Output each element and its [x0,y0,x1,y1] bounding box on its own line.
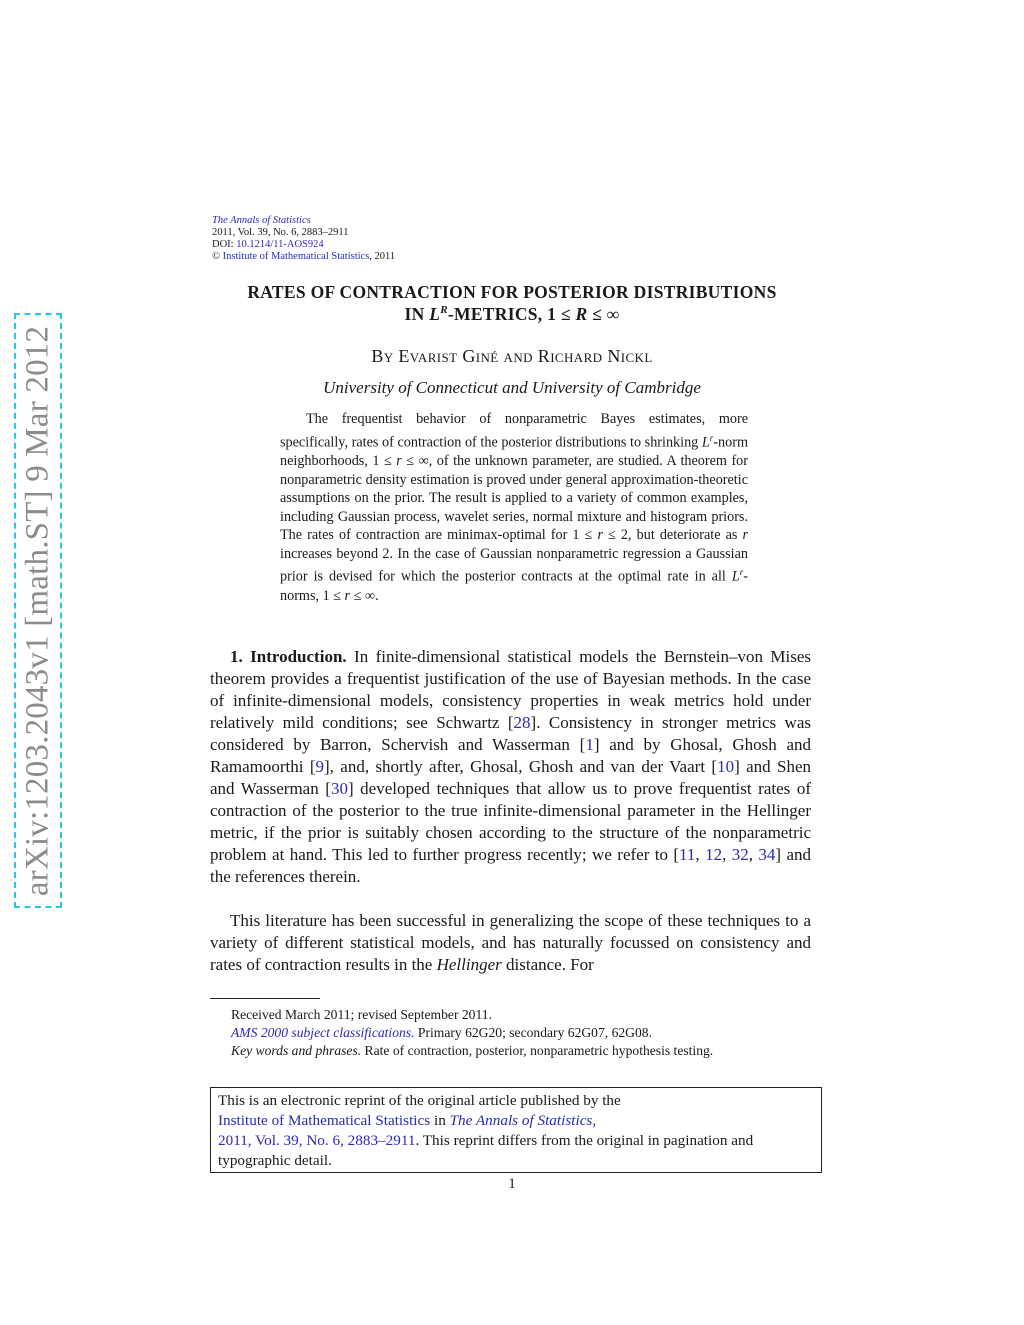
body-text: ]. Consistency in stronger metrics was considered by Barron, Schervish and Wasserman [ [210,713,811,754]
footnote-text: Rate of contraction, posterior, nonparametric hypothesis testing. [361,1043,714,1058]
ams-link[interactable]: AMS 2000 subject classifications. [231,1025,415,1040]
journal-link[interactable]: The Annals of Statistics [449,1112,593,1129]
received-dates: Received March 2011; revised September 2011. [231,1007,492,1022]
body-text: In finite-dimensional statistical models the Bernstein–von Mises theorem provides a frequentist justification of the use of Bayesian methods. In the case of infinite-dimensional models, consistency properties in weak metrics hold under relatively mild conditions; see Schwartz [ [210,647,811,732]
emphasis: Hellinger [436,955,502,974]
citation-link[interactable]: 12 [705,845,723,864]
citation-link[interactable]: 34 [758,845,776,864]
reprint-text: . This reprint differs from the original in pagination and typographic detail. [218,1132,754,1169]
copyright-line [212,251,395,263]
arxiv-stamp[interactable] [14,313,62,908]
math: L [731,569,740,586]
journal-name-link[interactable]: The Annals of Statistics [212,215,311,226]
body-text: ] and by Ghosal, Ghosh and Ramamoorthi [ [210,735,811,776]
math: r [344,587,351,604]
abstract [280,410,748,605]
citation-link[interactable]: 11 [679,845,696,864]
doi-line [212,239,324,251]
abstract-text: ≤ ∞. [350,587,379,604]
journal-volume: 2011, Vol. 39, No. 6, 2883–2911 [212,227,349,238]
title-text: ≤ ∞ [587,304,620,324]
title-math-sup: R [440,304,448,317]
intro-paragraph-1 [210,646,811,888]
volume-link[interactable]: 2011, Vol. 39, No. 6, 2883–2911 [218,1132,416,1149]
copyright-icon: © [212,251,220,262]
reprint-text: in [430,1112,450,1129]
paper-title-line-1: RATES OF CONTRACTION FOR POSTERIOR DISTRIBUTIONS [247,282,777,302]
keywords [210,1042,811,1060]
citation-link[interactable]: 28 [513,713,531,732]
arxiv-identifier: arXiv:1203.2043v1 [math.ST] 9 Mar 2012 [19,325,56,896]
body-text: , [695,845,706,864]
abstract-text: The frequentist behavior of nonparametric Bayes estimates, more specifically, rates of contraction of the posterior distributions to shrinking [280,411,748,451]
citation-link[interactable]: 10 [717,757,735,776]
body-text: This literature has been successful in generalizing the scope of these techniques to a variety of different statistical models, and has naturally focussed on consistency and rates of contraction results in the [210,911,811,974]
author-line: By Evarist Giné and Richard Nickl [371,346,653,366]
doi-link[interactable]: 10.1214/11-AOS924 [236,239,324,250]
math: r [739,567,744,578]
body-text: distance. For [501,955,594,974]
title-math: L [429,304,441,324]
title-text: IN [404,304,430,324]
citation-link[interactable]: 32 [731,845,749,864]
reprint-text: This is an electronic reprint of the original article published by the [218,1092,621,1109]
reprint-notice [210,1087,822,1173]
body-text: , [748,845,759,864]
copyright-year: , 2011 [369,251,396,262]
keywords-label: Key words and phrases. [231,1043,362,1058]
body-text: ] and Shen and Wasserman [ [210,757,811,798]
section-heading: 1. Introduction. [230,647,347,666]
abstract-text: ≤ ∞, of the unknown parameter, are studied. A theorem for nonparametric density estimation is proved under general approximation-theoretic assumptions on the prior. The result is applied to a variety of common examples, including Gaussian process, wavelet series, normal mixture and histogram priors. The rates of contraction are minimax-optimal for 1 ≤ [280,452,748,544]
abstract-text: ≤ 2, but deteriorate as [602,527,743,544]
paper-title-line-2 [0,304,1024,325]
citation-link[interactable]: 1 [585,735,594,754]
reprint-text: , [592,1112,597,1129]
footnote-text: Primary 62G20; secondary 62G07, 62G08. [414,1025,652,1040]
title-text: -METRICS, 1 ≤ [447,304,576,324]
institute-link[interactable]: Institute of Mathematical Statistics [218,1112,431,1129]
body-text: ] developed techniques that allow us to prove frequentist rates of contraction of the posterior to the true infinite-dimensional parameter in the Hellinger metric, if the prior is suitably chosen according to the structure of the nonparametric problem at hand. This led to further progress recently; we refer to [ [210,779,811,864]
page-number: 1 [508,1176,516,1192]
institute-link[interactable]: Institute of Mathematical Statistics [222,251,370,262]
title-math: R [575,304,588,324]
doi-label: DOI: [212,239,237,250]
body-text: , [722,845,732,864]
intro-paragraph-2 [210,910,811,976]
body-text: ] and the references therein. [210,845,811,886]
citation-link[interactable]: 30 [330,779,348,798]
abstract-text: -norm neighborhoods, 1 ≤ [280,434,748,469]
abstract-text: -norms, 1 ≤ [280,569,748,604]
affiliation: University of Connecticut and University of Cambridge [323,378,701,397]
math: L [701,434,710,451]
citation-link[interactable]: 9 [315,757,325,776]
body-text: ], and, shortly after, Ghosal, Ghosh and van der Vaart [ [324,757,718,776]
math: r [709,432,714,443]
ams-classification [210,1024,811,1042]
math: r [396,452,402,469]
math: r [597,527,603,544]
abstract-text: increases beyond 2. In the case of Gaussian nonparametric regression a Gaussian prior is devised for which the posterior contracts at the optimal rate in all [280,545,748,586]
math: r [742,527,748,544]
footnote-rule [210,998,320,999]
